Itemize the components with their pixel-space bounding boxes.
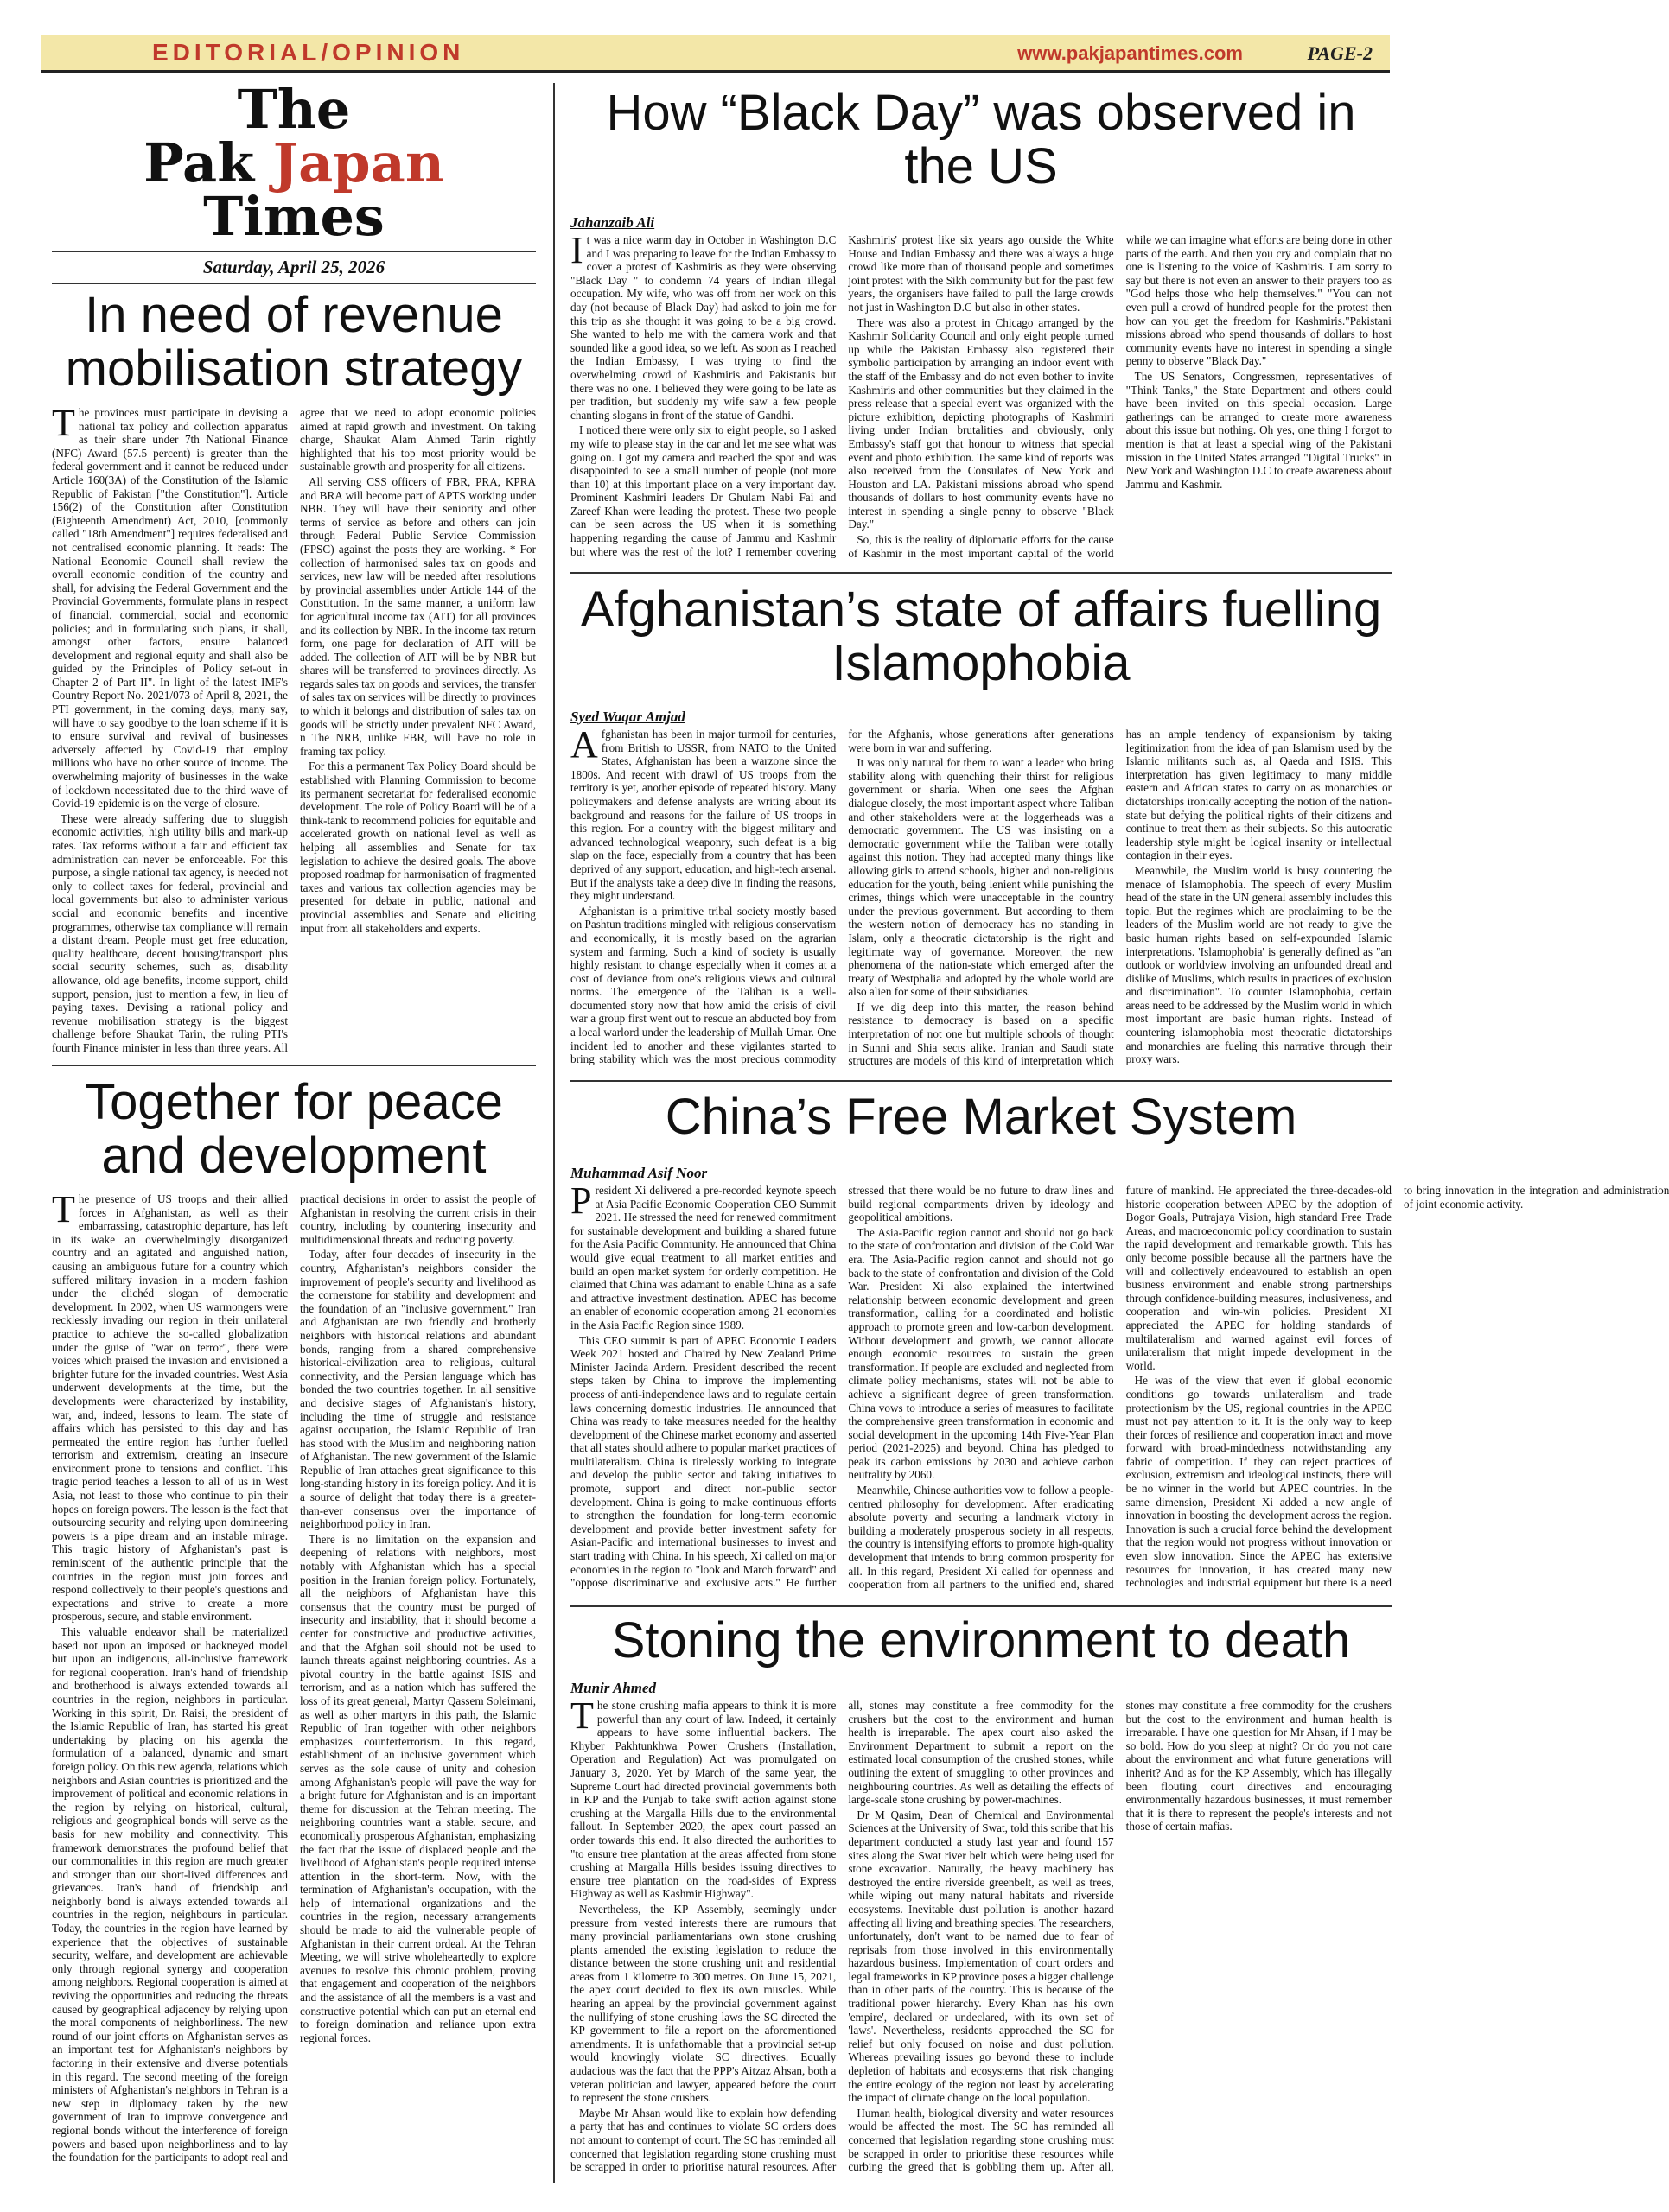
article-body-china [570, 1179, 1669, 1599]
page-number: PAGE-2 [1307, 42, 1373, 64]
article-paragraph: I noticed there were only six to eight people, so I asked my wife to please stay in the car and let me see what was going on. I got my camera and reached the spot and was disappointed to see a small number of people (not more than 10) at this important place on a very important day. Prominent Kashmiri leaders Dr Ghulam Nabi Fai and Zareef Khan were leading the protest. These two people can be seen across the US when it is something happening regarding the cause of Jammu and Kashmir but where was the rest of the lot? I remember covering Kashmiris' protest like six years ago outside the White House and Indian Embassy and there was always a huge crowd like more than of thousand people and sometimes joint protest with the Sikh community but for the past few years, the organisers have failed to pull the large crowds not just in Washington D.C but also in other states. [570, 233, 1114, 558]
article-paragraph: All serving CSS officers of FBR, PRA, KPRA and BRA will become part of APTS working under NBR. They will have their seniority and other terms of service as before and others can join through Federal Public Service Commission (FPSC) against the posts they are working. * For collection of harmonised sales tax on goods and services, new law will be needed after resolutions by provincial assemblies under Article 144 of the Constitution. In the same manner, a uniform law for agricultural income tax (AIT) for all provinces and its collection by NBR. In the income tax return form, one page for declaration of AIT will be added. The collection of AIT will be by NBR but shares will be transferred to provinces directly. As regards sales tax on goods and services, the transfer of sales tax on services will be directly to provinces to which it belongs and distribution of sales tax on goods will be strictly under prevalent NFC Award, n The NRB, unlike FBR, will have no role in framing tax policy. [300, 474, 536, 758]
article-paragraph: Afghanistan is a primitive tribal society mostly based on Pashtun traditions mingled with religious conservatism and economically, it is mostly based on the agrarian system and farming. Such a kind of society is usually highly resistant to change especially when it comes at a cost of deviance from one's religious views and cultural norms. The emergence of the Taliban is a well-documented story now that how amid the crisis of civil war a group first went out to rescue an abducted boy from a local warlord under the leadership of Mullah Umar. One incident led to another and these vigilantes started to bring stability which was the most precious commodity for the Afghanis, whose generations after generations were born in war and suffering. [570, 728, 1114, 1066]
article-paragraph: Human health, biological diversity and water resources would be affected the most. The SC has reminded all concerned that legislation regarding stone crushing must be scrapped in order to prioritise these resources while curbing the greed that is gobbling them up. After all, stones may constitute a free commodity for the crushers but the cost to the environment and human health is irreparable. I have one question for Mr Ahsan, if I may be so bold. How do you sleep at night? Or do you not care about the environment and what future generations will inherit? And as for the KP Assembly, which has illegally been flouting court directives and encouraging environmentally hazardous businesses, it must remember that it is there to represent the people's interests and not those of certain mafias. [848, 1699, 1392, 2174]
article-body-blackday [570, 229, 1392, 566]
article-paragraph: These were already suffering due to sluggish economic activities, high utility bills and mark-up rates. Tax reforms without a fair and efficient tax administration can never be enforceable. For this purpose, a single national tax agency, is needed not only to collect taxes for federal, provincial and local governments but also to administer various social and economic benefits and incentive programmes, otherwise tax compliance will remain a distant dream. People must get free education, quality healthcare, decent housing/transport plus social security schemes, such as, disability allowance, old age benefits, income support, child support, pension, just to mention a few, in lieu of paying taxes. Devising a rational policy and revenue mobilisation strategy is the biggest challenge before Shaukat Tarin, the ruling PTI's fourth Finance minister in less than three years. All agree that we need to adopt economic policies aimed at rapid growth and investment. On taking charge, Shaukat Alam Ahmed Tarin rightly highlighted that his top most priority would be sustainable growth and prosperity for all citizens. [52, 406, 536, 1054]
article-paragraph: The Asia-Pacific region cannot and should not go back to the state of confrontation and division of the Cold War era. The Asia-Pacific region cannot and should not go back to the state of confrontation and division of the Cold War. President Xi also explained the intertwined relationship between economic development and green transformation, calling for a coordinated and holistic approach to promote green and low-carbon development. Without development and growth, we cannot allocate enough economic resources to sustain the green transformation. If people are excluded and neglected from climate policy mechanisms, states will not be able to achieve a significant degree of green transformation. China vows to introduce a series of measures to facilitate the comprehensive green transformation in economic and social development in the upcoming 14th Five-Year Plan period (2021-2025) and beyond. China has pledged to peak its carbon emissions by 2030 and achieve carbon neutrality by 2060. [848, 1225, 1114, 1482]
article-paragraph: Maybe Mr Ahsan would like to explain how defending a party that has and continues to violate SC orders does not amount to contempt of court. The SC has reminded all concerned that legislation regarding stone crushing must be scrapped in order to prioritise natural resources. After all, stones may constitute a free commodity for the crushers but the cost to the environment and human health is irreparable. The apex court also asked the Environment Department to submit a report on the estimated local consumption of the crushed stones, while outlining the extent of smuggling to other provinces and neighbouring countries. As well as detailing the effects of large-scale stone crushing by power-machines. [570, 1699, 1114, 2174]
byline-stoning: Munir Ahmed [570, 1680, 657, 1696]
site-url-link[interactable]: www.pakjapantimes.com [1017, 42, 1243, 64]
section-rule [570, 572, 1392, 574]
article-paragraph: It was a nice warm day in October in Washington D.C and I was preparing to leave for the Indian Embassy to cover a protest of Kashmiris as they were observing "Black Day " to condemn 74 years of Indian illegal occupation. My wife, who was off from her work on this day (not because of Black Day) had asked to join me for this trip as she thought it was going to be a big crowd. She wanted to help me with the camera work and that sounded like a good idea, so we left. As soon as I reached the Indian Embassy, I was trying to find the overwhelming crowd of Kashmiris and Pakistanis but there was no one. I believed they were going to be late as per tradition, but suddenly my wife saw a few people chanting slogans in front of the statue of Gandhi. [570, 229, 837, 422]
article-paragraph: Afghanistan has been in major turmoil for centuries, from British to USSR, from NATO to the United States, Afghanistan has been a warzone since the 1800s. And recent with drawl of US troops from the territory is yet, another episode of repeated history. Many policymakers and defense analysts are writing about its background and reasons for the failure of US troops in this region. For a country with the biggest military and advanced technological weaponry, such defeat is a big slap on the face, especially from a country that has been deprived of any support, education, and high-tech arsenal. But if the analysts take a deep dive in finding the reasons, they might understand. [570, 723, 837, 903]
article-paragraph: The US Senators, Congressmen, representatives of "Think Tanks," the State Department and others could have been invited on this special occasion. Large gatherings can be arranged to create more awareness about this issue but nothing. Oh yes, one thing I forgot to mention is that at least a special wing of the Pakistani mission in the United States arranged "Digital Trucks" in New York and Washington D.C to create awareness about Jammu and Kashmir. [1125, 369, 1392, 491]
article-paragraph: It was only natural for them to want a leader who bring stability along with quenching their thirst for religious government or sharia. When one sees the Afghan dialogue closely, the most important aspect where Taliban and other stakeholders were at the loggerheads was a democratic government. The US was insisting on a democratic government while the Taliban were totally against this notion. They had accepted many things like allowing girls to attend schools, higher and non-religious education for the youth, being lenient while punishing the crimes, things which were unacceptable in the country under the previous government. But according to them the western notion of democracy has no standing in Islam, only a theocratic dictatorship is the right and legitimate way of governance. Moreover, the new phenomena of the nation-state which emerged after the treaty of Westphalia and adopted by the whole world are also alien for some of their subsidiaries. [848, 756, 1114, 999]
article-paragraph: The presence of US troops and their allied forces in Afghanistan, as well as their embarrassing, catastrophic departure, has left in its wake an overwhelmingly disorganized country and an agitated and anguished nation, causing an ambiguous future for a country which suffered military invasion in a modern fashion under the clichéd slogan of democratic development. In 2002, when US warmongers were recklessly invading our region in their unilateral practice to achieve the so-called globalization under the guise of "war on terror", there were voices which praised the invasion and envisioned a brighter future for the invaded countries. West Asia underwent developments at the time, but the developments were characterized by instability, war, and, indeed, lessons to learn. The state of affairs which has persisted to this day and has permeated the entire region has further fuelled terrorism and extremism, creating an insecure environment prone to tensions and conflict. This tragic period teaches a lesson to all of us in West Asia, not least to those who continue to pin their hopes on foreign powers. The lesson is the fact that outsourcing security and relying upon domineering powers is a pipe dream and an instable mirage. This tragic history of Afghanistan's past is reminiscent of the authentic principle that the countries in the region must join forces and respond collectively to their people's questions and expectations and strive to create a more prosperous, secure, and stable environment. [52, 1188, 288, 1624]
article-paragraph: The stone crushing mafia appears to think it is more powerful than any court of law. Indeed, it certainly appears to have some influential backers. The Khyber Pakhtunkhwa Power Crushers (Installation, Operation and Regulation) Act was promulgated on January 3, 2020. Yet by March of the same year, the Supreme Court had directed provincial governments both in KP and the Punjab to take swift action against stone crushing at the Margalla Hills due to the environmental fallout. In September 2020, the apex court passed an order towards this end. It also directed the authorities to "to ensure tree plantation at the areas affected from stone crushing at Margalla Hills besides issuing directives to ensure tree plantation on the road-sides of Express Highway as well as Kashmir Highway". [570, 1694, 837, 1901]
masthead-line-3: Times [203, 185, 385, 248]
article-paragraph: President Xi delivered a pre-recorded keynote speech at Asia Pacific Economic Cooperation CEO Summit 2021. He stressed the need for renewed commitment for sustainable development and building a shared future for the Asia Pacific Community. He announced that China would give equal treatment to all market entities and build an open market system for orderly competition. He claimed that China was adamant to enable China as a safe and attractive investment destination. APEC has become an enabler of economic cooperation among 21 economies in the Asia Pacific Region since 1989. [570, 1179, 837, 1332]
page-header-bar [41, 35, 1390, 73]
article-paragraph: Today, after four decades of insecurity in the country, Afghanistan's neighbors consider the improvement of people's security and livelihood as the cornerstone for stability and development and the foundation of an "inclusive government." Iran and Afghanistan are two friendly and brotherly neighbors with historical relations and abundant bonds, ranging from a shared comprehensive historical-civilization area to religious, cultural connectivity, and the Persian language which has bonded the two countries together. In all sensitive and decisive stages of Afghanistan's history, including the time of struggle and resistance against occupation, the Islamic Republic of Iran has stood with the Muslim and neighboring nation of Afghanistan. The new government of the Islamic Republic of Iran attaches great significance to this long-standing history in its foreign policy. And it is a source of delight that today there is a greater-than-ever consensus over the importance of neighborhood policy in Iran. [300, 1248, 536, 1531]
article-headline-peace: Together for peace and development [85, 1074, 503, 1184]
section-rule [52, 1065, 536, 1066]
article-paragraph: This CEO summit is part of APEC Economic Leaders Week 2021 hosted and Chaired by New Zealand Prime Minister Jacinda Ardern. President described the recent steps taken by China to improve the implementing process of anti-independence laws and to regulate certain laws concerning domestic industries. He announced that China was ready to take measures needed for the healthy development of the Chinese market economy and asserted that all states should adhere to popular market practices of multilateralism. China is tirelessly working to integrate and develop the public sector and taking initiatives to promote, support and direct non-public sector development. China is going to make continuous efforts to strengthen the foundation for long-term economic development and provide better investment safety for Asian-Pacific and international businesses to invest and start trading with China. In his speech, Xi called on major economies in the region to "look and March forward" and "oppose discriminative and exclusive acts." He further stressed that there would be no future to draw lines and build regional compartments driven by ideology and geopolitical ambitions. [570, 1184, 1114, 1590]
article-headline-blackday: How “Black Day” was observed in the US [606, 85, 1356, 194]
masthead-line-1: The [237, 78, 351, 141]
article-paragraph: Meanwhile, the Muslim world is busy countering the menace of Islamophobia. The speech of every Muslim head of the state in the UN general assembly includes this topic. But the regimes which are proclaiming to be the leaders of the Muslim world are not ready to give the basic human rights based on self-expounded Islamic interpretations. 'Islamophobia' is generally defined as "an outlook or worldview involving an unfounded dread and dislike of Muslims, which results in practices of exclusion and discrimination". To counter Islamophobia, certain areas need to be addressed by the Muslim world in which most important are basic human rights. Instead of countering islamophobia most theocratic dictatorships and monarchies are fueling this narrative through their proxy wars. [1125, 863, 1392, 1066]
article-paragraph: If we dig deep into this matter, the reason behind resistance to democracy is based on a specific interpretation of not one but multiple schools of thought in Sunni and Shia sects alike. Iranian and Saudi state structures are models of this kind of interpretation which has an ample tendency of expansionism by taking legitimization from the idea of pan Islamism used by the Islamic militants such as, al Qaeda and ISIS. This interpretation has given legitimacy to many middle eastern and African states to carry on as monarchies or dictatorships ironically accepting the notion of the nation-state but defying the political rights of their citizens and continue to treat them as their subjects. So this autocratic leadership style might be logical insanity or intellectual contagion in their eyes. [848, 728, 1392, 1068]
article-paragraph: Nevertheless, the KP Assembly, seemingly under pressure from vested interests there are rumours that many provincial parliamentarians own stone crushing plants amended the existing legislation to reduce the distance between the stone crushing unit and residential areas from 1 kilometre to 300 metres. On June 15, 2021, the apex court decided to flex its own muscles. While hearing an appeal by the provincial government against the nullifying of stone crushing laws the SC directed the KP government to file a report on the aforementioned amendments. It is unfathomable that a provincial set-up would knowingly violate SC directives. Equally audacious was the fact that the PPP's Aitzaz Ahsan, both a veteran politician and lawyer, appeared before the court to represent the stone crushers. [570, 1902, 837, 2105]
article-paragraph: So, this is the reality of diplomatic efforts for the cause of Kashmir in the most important capital of the world while we can imagine what efforts are being done in other parts of the earth. And then you cry and complain that no one is listening to the voice of Kashmiris. I am sorry to say but there is not even an answer to their prayers too as "God helps those who help themselves." "You can not even pull a crowd of hundred people for the protest then how can you get the freedom for Kashmiris."Pakistani missions abroad who spend thousands of dollars to host community events have no interest in spending a single penny to observe "Black Day." [848, 233, 1392, 560]
article-paragraph: Meanwhile, Chinese authorities vow to follow a people-centred philosophy for development. After eradicating absolute poverty and securing a landmark victory in building a moderately prosperous society in all respects, the country is intensifying efforts to promote high-quality development that intends to bring common prosperity for all. In this regard, President Xi called for openness and cooperation from all partners to the unified end, shared future of mankind. He appreciated the three-decades-old historic cooperation between APEC by the adoption of Bogor Goals, Putrajaya Vision, high standard Free Trade Areas, and macroeconomic policy coordination to sustain the rapid development and remarkable growth. This has only become possible because all the partners have the will and collectively endeavoured to establish an open business environment and enable strong partnerships through confidence-building measures, inclusiveness, and cooperation and win-win policies. President XI appreciated the APEC for holding standards of multilateralism and warned against evil forces of unilateralism that might impede development in the world. [848, 1184, 1392, 1592]
article-headline-stoning: Stoning the environment to death [611, 1612, 1351, 1669]
article-body-revenue [52, 402, 536, 1058]
section-rule [570, 1605, 1392, 1607]
article-paragraph: Dr M Qasim, Dean of Chemical and Environmental Sciences at the University of Swat, told this scribe that his department conducted a study last year and found 157 sites along the Swat river belt which were being used for stone excavation. Naturally, the heavy machinery has destroyed the entire riverside greenbelt, as well as trees, while wiping out many natural habitats and riverside ecosystems. Inevitable dust pollution is another hazard affecting all living and breathing species. The researchers, unfortunately, don't want to be named due to fear of reprisals from those involved in this environmentally hazardous business. Implementation of court orders and legal frameworks in KP province poses a bigger challenge than in other parts of the country. This is because of the traditional power hierarchy. Every Khan has his own 'empire', declared or undeclared, with its own set of 'laws'. Nevertheless, residents approached the SC for relief but only focused on noise and dust pollution. Whereas prevailing issues go beyond these to include depletion of habitats and ecosystems that risk changing the entire ecology of the region not least by accelerating the impact of climate change on the local population. [848, 1808, 1114, 2105]
article-paragraph: There was also a protest in Chicago arranged by the Kashmir Solidarity Council and only eight people turned up while the Pakistan Embassy also registered their symbolic participation by arranging an indoor event with the staff of the Embassy and do not even bother to invite Kashmiris and other communities but they claimed in the press release that a special event was organized with the picture exhibition, depicting photographs of Kashmiri living under Indian brutalities and obviously, only Embassy's staff got that honour to witness that special event and photo exhibition. The same kind of reports was also received from the Consulates of New York and Houston and LA. Pakistani missions abroad who spend thousands of dollars to host community events have no interest in spending a single penny to observe "Black Day." [848, 315, 1114, 531]
article-headline-afghanistan: Afghanistan’s state of affairs fuelling Islamophobia [580, 582, 1382, 691]
article-paragraph: For this a permanent Tax Policy Board should be established with Planning Commission to become its permanent secretariat for federalised economic development. The role of Policy Board will be of a think-tank to recommend policies for equitable and accelerated growth on national level as well as helping all assemblies and Senate for tax legislation to achieve the desired goals. The above proposed roadmap for harmonisation of fragmented taxes and various tax collection agencies may be presented for debate in public, national and provincial assemblies and Senate and eliciting input from all stakeholders and experts. [300, 760, 536, 935]
section-rule [570, 1080, 1392, 1082]
byline-blackday: Jahanzaib Ali [570, 214, 655, 231]
article-headline-china: China’s Free Market System [665, 1089, 1297, 1145]
article-body-stoning [570, 1694, 1392, 2174]
article-paragraph: The provinces must participate in devising a national tax policy and collection apparatus as their share under 7th National Finance (NFC) Award (57.5 percent) is greater than the federal government and it cannot be reduced under Article 160(3A) of the Constitution of the Islamic Republic of Pakistan ["the Constitution"]. Article 156(2) of the Constitution after Constitution (Eighteenth Amendment) Act, 2010, [commonly called "18th Amendment"] requires federalised and not centralised economic planning. It reads: The National Economic Council shall review the overall economic condition of the country and shall, for advising the Federal Government and the Provincial Governments, formulate plans in respect of financial, commercial, social and economic policies; and in formulating such plans, it shall, amongst other factors, ensure balanced development and regional equity and shall also be guided by the Principles of Policy set-out in Chapter 2 of Part II". In light of the latest IMF's Country Report No. 2021/073 of April 8, 2021, the PTI government, in the coming days, many say, will have to say goodbye to the loan scheme if it is to ensure survival and revival of businesses adversely affected by Covid-19 that employ millions who have no other source of income. The overwhelming majority of businesses in the wake of lockdown necessitated due to the third wave of Covid-19 epidemic is on the verge of closure. [52, 402, 288, 810]
article-body-afghanistan [570, 723, 1392, 1073]
issue-date: Saturday, April 25, 2026 [52, 251, 536, 284]
byline-afghanistan: Syed Waqar Amjad [570, 709, 685, 725]
column-divider [553, 83, 555, 2183]
article-body-peace [52, 1188, 536, 2173]
article-paragraph: This valuable endeavor shall be materialized based not upon an imposed or hackneyed model but upon an indigenous, all-inclusive framework for regional cooperation. Iran's hand of friendship and brotherhood is always extended towards all countries in the region, neighbors in particular. Working in this spirit, Dr. Raisi, the president of the Islamic Republic of Iran, has started his great undertaking by placing on his agenda the formulation of a balanced, dynamic and smart foreign policy. On this new agenda, relations which neighbors and Asian countries is prioritized and the improvement of political and economic relations in the region by relying on historical, cultural, religious and geographical bonds will serve as the basis for new mobility and connectivity. This framework demonstrates the profound belief that our commonalities in this region are much greater and stronger than our short-lived differences and grievances. Iran's hand of friendship and neighborly bond is always extended towards all countries in the region, neighbours in particular. Today, the countries in the region have learned by experience that the objectives of sustainable security, welfare, and development are achievable only through regional synergy and cooperation among neighbors. Regional cooperation is aimed at reviving the opportunities and reducing the threats caused by geographical adjacency by relying upon the moral components of neighborliness. The new round of our joint efforts on Afghanistan serves as an important test for Afghanistan's neighbors by factoring in their extensive and diverse potentials in this regard. The second meeting of the foreign ministers of Afghanistan's neighbors in Tehran is a new step in diplomacy taken by the new government of Iran to improve convergence and regional bonds without the interference of foreign powers and based upon neighborliness and to lay the foundation for the participants to adopt real and practical decisions in order to assist the people of Afghanistan in resolving the current crisis in their country, including by countering insecurity and multidimensional threats and reducing poverty. [52, 1192, 536, 2164]
masthead-pak: Pak [143, 131, 255, 194]
masthead-japan: Japan [272, 131, 444, 194]
byline-china: Muhammad Asif Noor [570, 1165, 708, 1181]
masthead-line-2 [52, 131, 536, 194]
section-label: EDITORIAL/OPINION [152, 39, 465, 66]
article-headline-revenue: In need of revenue mobilisation strategy [65, 287, 523, 397]
article-paragraph: He was of the view that even if global economic conditions go towards unilateralism and trade protectionism by the US, regional countries in the APEC must not pay attention to it. It is the only way to keep their forces of resilience and cooperation intact and move forward with broad-mindedness notwithstanding any fabric of competition. If they can reject practices of exclusion, extremism and ideological instincts, there will be no winner in the world but APEC countries. In the same dimension, President Xi added a new angle of innovation in boosting the development across the region. Innovation is such a crucial force behind the development that the region would not progress without innovation or even slow innovation. Since the APEC has extensive resources for innovation, it has created many new technologies and industrial equipment but there is a need to bring innovation in the integration and administration of joint economic activity. [1125, 1184, 1669, 1590]
newspaper-masthead [52, 78, 536, 248]
article-paragraph: There is no limitation on the expansion and deepening of relations with neighbors, most notably with Afghanistan which has a special position in the Iranian foreign policy. Fortunately, all the neighbors of Afghanistan have this consensus that the country must be purged of insecurity and instability, that it should become a center for constructive and productive activities, and that the Afghan soil should not be used to launch threats against neighboring countries. As a pivotal country in the battle against ISIS and terrorism, and as a nation which has suffered the loss of its great general, Martyr Qassem Soleimani, as well as other martyrs in this path, the Islamic Republic of Iran together with other neighbors emphasizes counterterrorism. In this regard, establishment of an inclusive government which serves as the sole cause of unity and cohesion among Afghanistan's people will pave the way for a bright future for Afghanistan and is an important theme for discussion at the Tehran meeting. The neighboring countries want a stable, secure, and economically prosperous Afghanistan, emphasizing the fact that the issue of displaced people and the livelihood of Afghanistan's people required intense attention in the short-term. Now, with the termination of Afghanistan's occupation, with the help of international organizations and the countries in the region, necessary arrangements should be made to aid the vulnerable people of Afghanistan in their current ordeal. At the Tehran Meeting, we will strive wholeheartedly to explore avenues to resolve this chronic problem, proving that engagement and cooperation of the neighbors and the assistance of all the members is a vast and constructive potential which can put an eternal end to foreign domination and reliance upon extra regional forces. [300, 1532, 536, 2044]
